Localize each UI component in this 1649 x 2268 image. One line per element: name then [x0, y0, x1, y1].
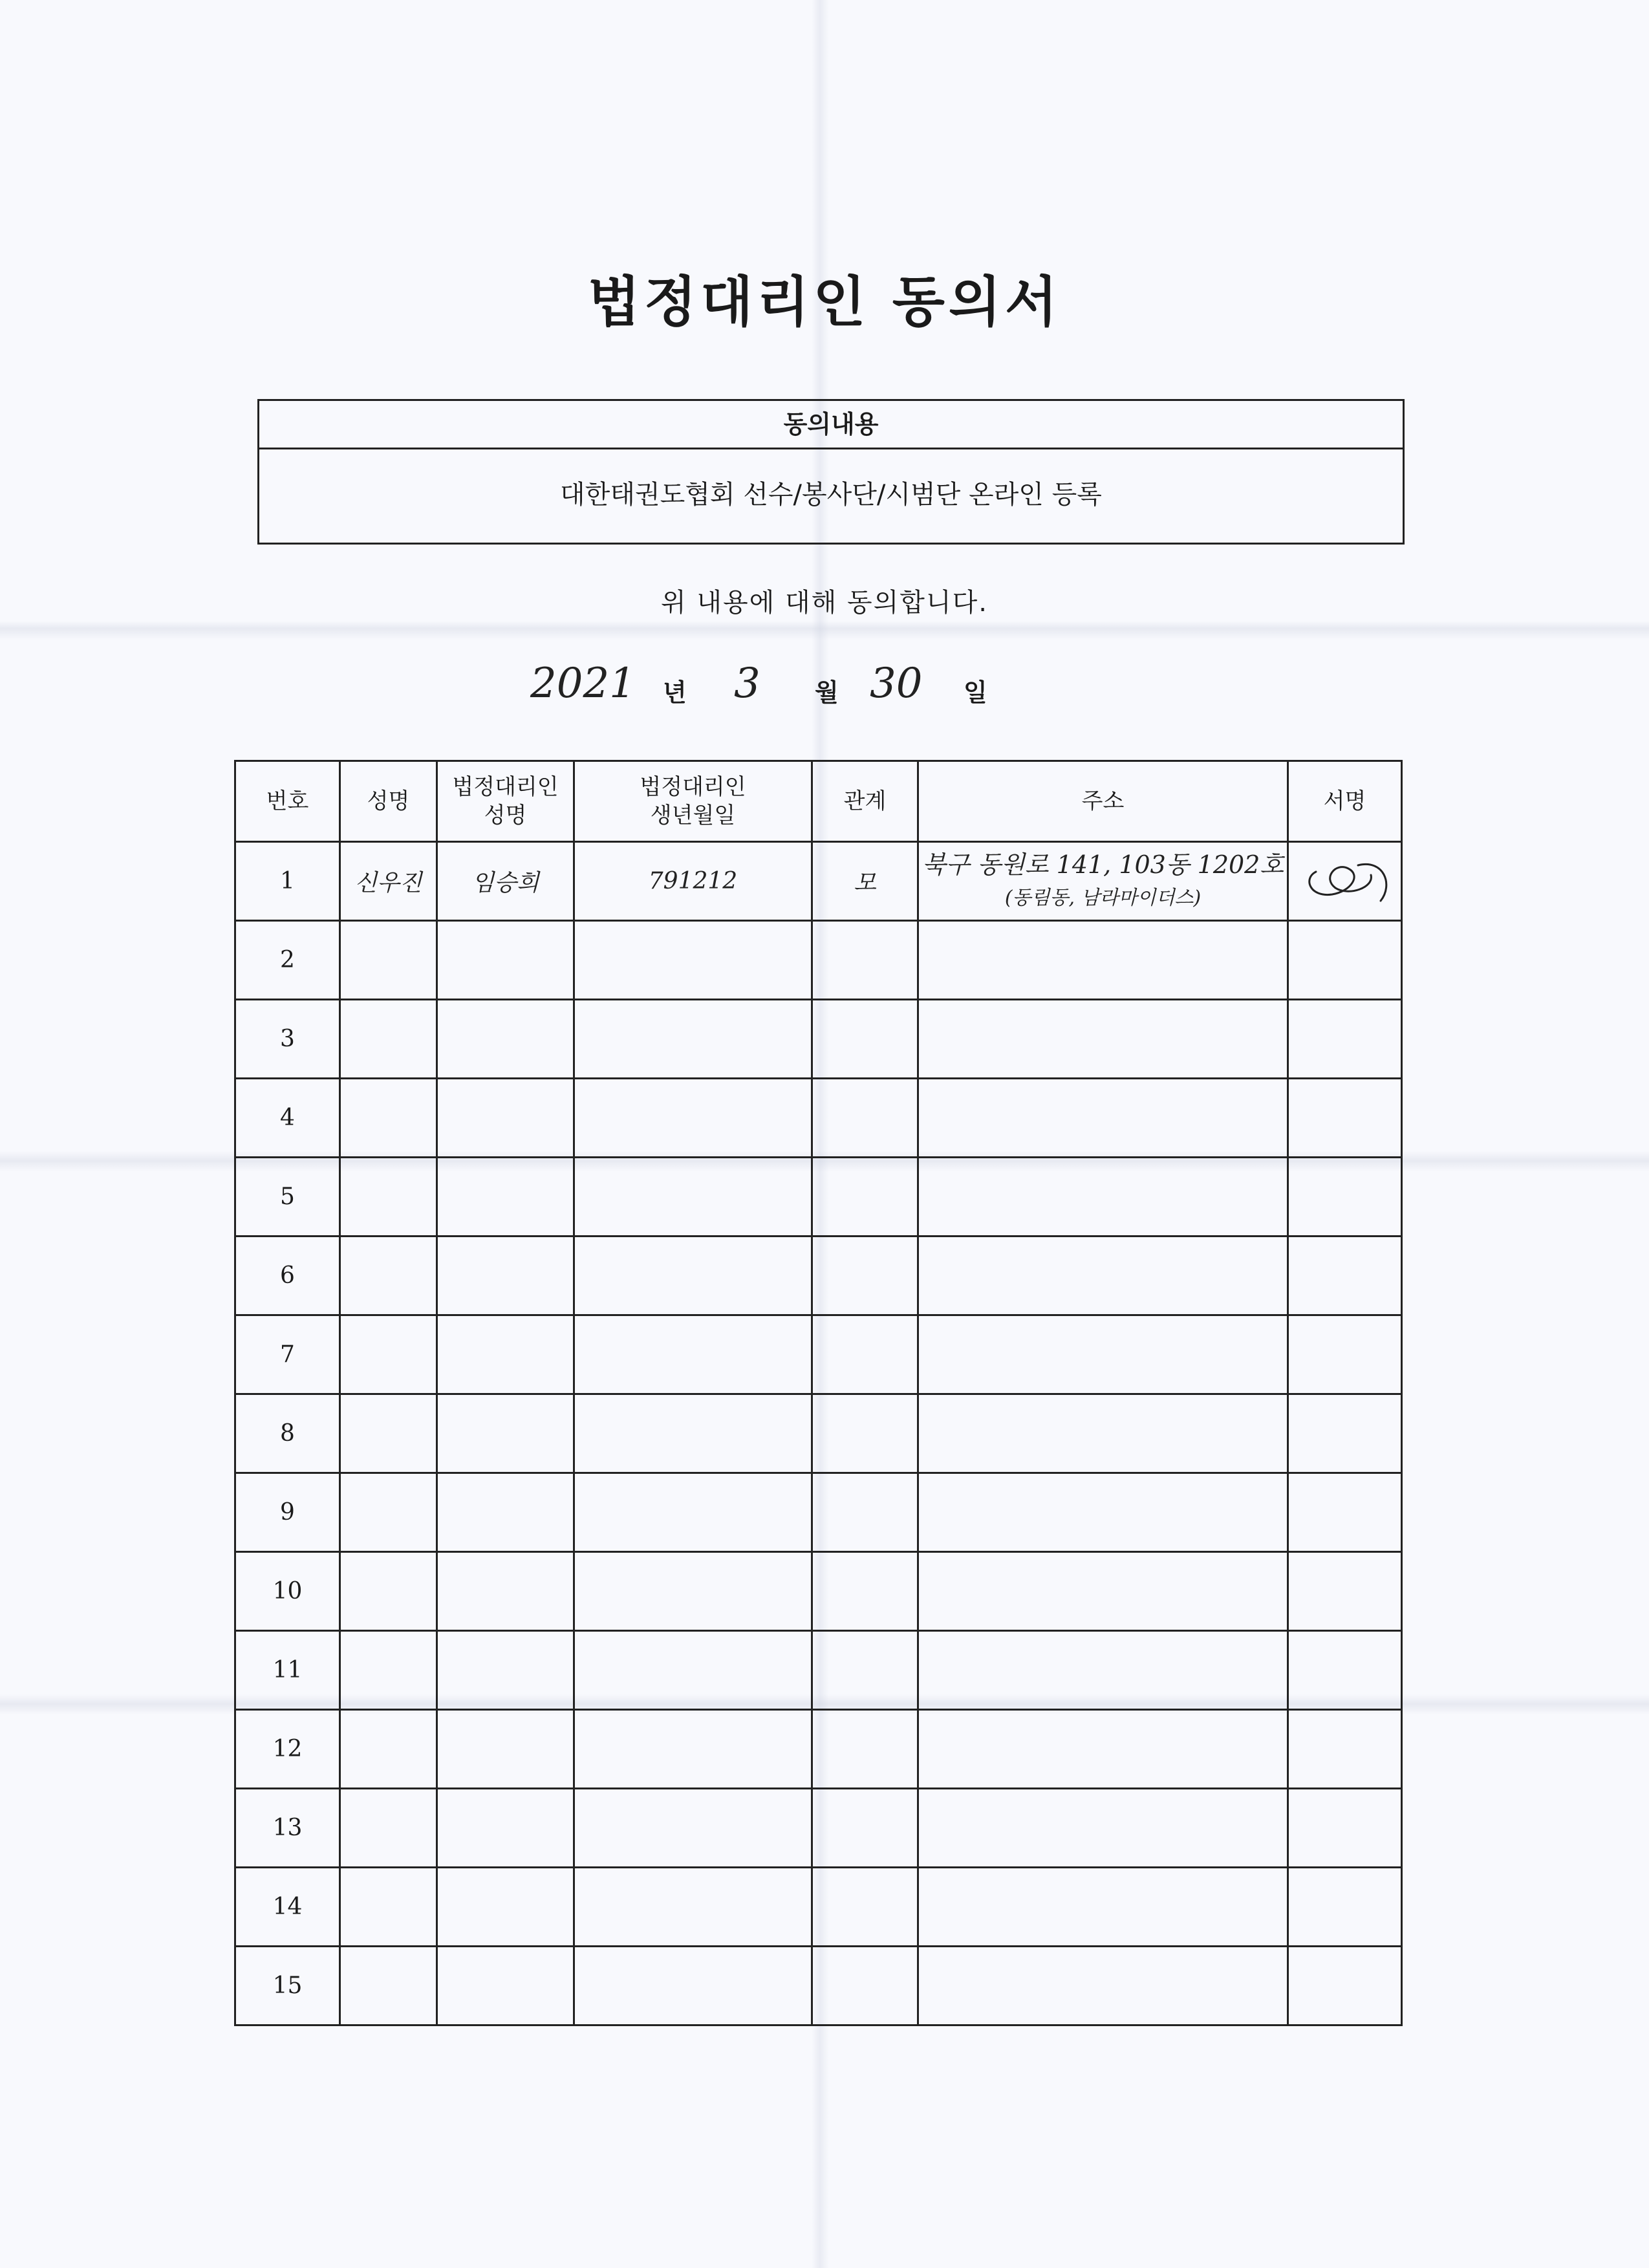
cell-address[interactable]: [918, 1552, 1288, 1631]
cell-guardian-name[interactable]: [437, 1552, 574, 1631]
cell-guardian-name[interactable]: [437, 1158, 574, 1237]
row-number: 11: [235, 1631, 340, 1710]
cell-guardian-birth[interactable]: [574, 921, 812, 1000]
cell-relation[interactable]: [812, 1079, 918, 1158]
table-row: [235, 1000, 1402, 1079]
cell-name[interactable]: [340, 1868, 437, 1947]
header-guardian-name-line1: 법정대리인: [452, 774, 559, 800]
cell-address[interactable]: [918, 921, 1288, 1000]
cell-signature[interactable]: [1288, 1158, 1402, 1237]
table-row: [235, 1710, 1402, 1789]
cell-relation[interactable]: [812, 1552, 918, 1631]
cell-signature[interactable]: [1288, 921, 1402, 1000]
cell-signature[interactable]: [1288, 1947, 1402, 2025]
cell-name[interactable]: [340, 1000, 437, 1079]
table-row: [235, 1552, 1402, 1631]
cell-guardian-name[interactable]: [437, 1789, 574, 1868]
cell-relation: 모: [812, 842, 918, 921]
cell-name[interactable]: [340, 1079, 437, 1158]
header-no: 번호: [235, 761, 340, 842]
cell-guardian-name[interactable]: [437, 1631, 574, 1710]
cell-name[interactable]: [340, 1237, 437, 1315]
cell-guardian-birth[interactable]: [574, 1552, 812, 1631]
table-row: [235, 1631, 1402, 1710]
row-number: 13: [235, 1789, 340, 1868]
date-year: 2021: [530, 660, 636, 707]
guardian-table: [234, 760, 1403, 2026]
header-address: 주소: [918, 761, 1288, 842]
cell-guardian-birth[interactable]: [574, 1158, 812, 1237]
date-year-label: 년: [663, 678, 687, 707]
cell-address[interactable]: [918, 1394, 1288, 1473]
date-row: [530, 660, 1177, 724]
cell-address[interactable]: [918, 1868, 1288, 1947]
cell-guardian-name[interactable]: [437, 1947, 574, 2025]
cell-address[interactable]: [918, 1315, 1288, 1394]
cell-relation[interactable]: [812, 1473, 918, 1552]
cell-address[interactable]: [918, 1158, 1288, 1237]
cell-relation[interactable]: [812, 1710, 918, 1789]
cell-name[interactable]: [340, 1631, 437, 1710]
cell-name[interactable]: [340, 1947, 437, 2025]
cell-signature[interactable]: [1288, 1631, 1402, 1710]
cell-guardian-name[interactable]: [437, 1000, 574, 1079]
cell-relation[interactable]: [812, 1631, 918, 1710]
cell-guardian-name[interactable]: [437, 1394, 574, 1473]
table-row: [235, 1789, 1402, 1868]
cell-guardian-birth[interactable]: [574, 1473, 812, 1552]
cell-name[interactable]: [340, 1710, 437, 1789]
cell-address[interactable]: [918, 1079, 1288, 1158]
address-line2: (동림동, 남라마이더스): [1004, 886, 1202, 909]
cell-guardian-birth[interactable]: [574, 1947, 812, 2025]
cell-signature[interactable]: [1288, 1079, 1402, 1158]
date-month: 3: [734, 660, 760, 707]
cell-guardian-birth[interactable]: [574, 1000, 812, 1079]
cell-relation[interactable]: [812, 1868, 918, 1947]
table-header-row: [235, 761, 1402, 842]
cell-name[interactable]: [340, 1158, 437, 1237]
cell-guardian-birth: 791212: [574, 842, 812, 921]
cell-signature[interactable]: [1288, 1710, 1402, 1789]
cell-relation[interactable]: [812, 1394, 918, 1473]
row-number: 6: [235, 1237, 340, 1315]
table-row: [235, 842, 1402, 921]
cell-name: 신우진: [340, 842, 437, 921]
table-row: [235, 1868, 1402, 1947]
consent-content: 대한태권도협회 선수/봉사단/시범단 온라인 등록: [560, 480, 1102, 510]
row-number: 4: [235, 1079, 340, 1158]
cell-name[interactable]: [340, 1394, 437, 1473]
cell-signature[interactable]: [1288, 1394, 1402, 1473]
consent-heading: 동의내용: [259, 401, 1403, 449]
cell-name[interactable]: [340, 1552, 437, 1631]
cell-guardian-birth[interactable]: [574, 1868, 812, 1947]
cell-relation[interactable]: [812, 1789, 918, 1868]
cell-relation[interactable]: [812, 1315, 918, 1394]
cell-address[interactable]: [918, 1000, 1288, 1079]
cell-guardian-birth[interactable]: [574, 1631, 812, 1710]
cell-relation[interactable]: [812, 1947, 918, 2025]
cell-address[interactable]: [918, 1789, 1288, 1868]
row-number: 2: [235, 921, 340, 1000]
table-row: [235, 1158, 1402, 1237]
table-row: [235, 1947, 1402, 2025]
cell-guardian-birth[interactable]: [574, 1079, 812, 1158]
table-row: [235, 1473, 1402, 1552]
header-guardian-birth-line1: 법정대리인: [640, 774, 746, 800]
date-day-label: 일: [964, 678, 987, 707]
header-guardian-name: [437, 761, 574, 842]
header-guardian-birth: [574, 761, 812, 842]
table-row: [235, 1315, 1402, 1394]
cell-address[interactable]: [918, 1237, 1288, 1315]
cell-signature: [1288, 842, 1402, 921]
agreement-text: 위 내용에 대해 동의합니다.: [661, 588, 988, 618]
cell-signature[interactable]: [1288, 1868, 1402, 1947]
document-title: 법정대리인 동의서: [587, 270, 1062, 334]
cell-relation[interactable]: [812, 921, 918, 1000]
header-name: 성명: [340, 761, 437, 842]
cell-address: [918, 842, 1288, 921]
cell-signature[interactable]: [1288, 1552, 1402, 1631]
row-number: 15: [235, 1947, 340, 2025]
cell-signature[interactable]: [1288, 1473, 1402, 1552]
cell-signature[interactable]: [1288, 1315, 1402, 1394]
cell-guardian-name[interactable]: [437, 1315, 574, 1394]
row-number: 8: [235, 1394, 340, 1473]
cell-guardian-name[interactable]: [437, 921, 574, 1000]
cell-guardian-name[interactable]: [437, 1868, 574, 1947]
table-row: [235, 921, 1402, 1000]
row-number: 7: [235, 1315, 340, 1394]
cell-address[interactable]: [918, 1947, 1288, 2025]
cell-guardian-name[interactable]: [437, 1237, 574, 1315]
row-number: 1: [235, 842, 340, 921]
cell-name[interactable]: [340, 1789, 437, 1868]
cell-guardian-birth[interactable]: [574, 1394, 812, 1473]
cell-guardian-name[interactable]: [437, 1710, 574, 1789]
row-number: 5: [235, 1158, 340, 1237]
cell-relation[interactable]: [812, 1000, 918, 1079]
cell-signature[interactable]: [1288, 1237, 1402, 1315]
cell-signature[interactable]: [1288, 1000, 1402, 1079]
cell-guardian-birth[interactable]: [574, 1315, 812, 1394]
cell-guardian-name: 임승희: [437, 842, 574, 921]
cell-relation[interactable]: [812, 1237, 918, 1315]
signature-scribble: [1297, 852, 1394, 911]
cell-address[interactable]: [918, 1710, 1288, 1789]
row-number: 10: [235, 1552, 340, 1631]
table-row: [235, 1394, 1402, 1473]
cell-signature[interactable]: [1288, 1789, 1402, 1868]
table-row: [235, 1237, 1402, 1315]
cell-guardian-name[interactable]: [437, 1473, 574, 1552]
date-month-label: 월: [815, 678, 839, 707]
cell-address[interactable]: [918, 1473, 1288, 1552]
row-number: 12: [235, 1710, 340, 1789]
cell-relation[interactable]: [812, 1158, 918, 1237]
row-number: 9: [235, 1473, 340, 1552]
cell-name[interactable]: [340, 1315, 437, 1394]
cell-name[interactable]: [340, 921, 437, 1000]
header-guardian-birth-line2: 생년월일: [650, 803, 736, 828]
cell-address[interactable]: [918, 1631, 1288, 1710]
cell-name[interactable]: [340, 1473, 437, 1552]
cell-guardian-birth[interactable]: [574, 1237, 812, 1315]
row-number: 3: [235, 1000, 340, 1079]
cell-guardian-name[interactable]: [437, 1079, 574, 1158]
date-day: 30: [870, 660, 923, 707]
header-signature: 서명: [1288, 761, 1402, 842]
consent-box: [257, 399, 1405, 545]
table-row: [235, 1079, 1402, 1158]
address-line1: 북구 동원로 141, 103동 1202호: [921, 850, 1284, 879]
header-guardian-name-line2: 성명: [484, 803, 527, 828]
cell-guardian-birth[interactable]: [574, 1710, 812, 1789]
row-number: 14: [235, 1868, 340, 1947]
header-relation: 관계: [812, 761, 918, 842]
cell-guardian-birth[interactable]: [574, 1789, 812, 1868]
